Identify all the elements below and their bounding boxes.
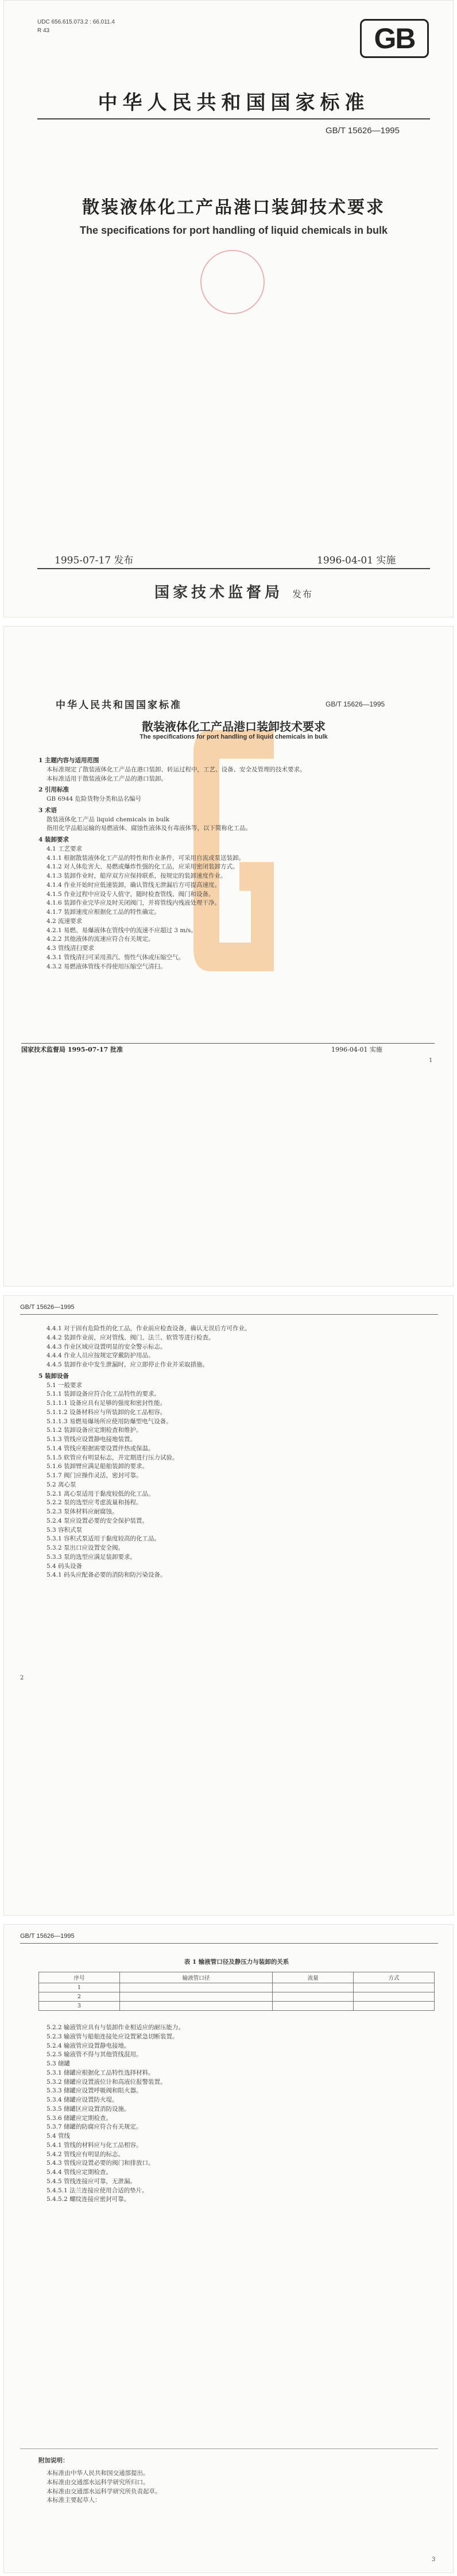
table-cell: 3 (39, 2002, 120, 2011)
paragraph-line: 5.2.5 输液管不得与其他管线混用。 (47, 2051, 142, 2059)
paragraph-line: 5.1.7 阀门应操作灵活，密封可靠。 (47, 1472, 142, 1479)
paragraph-line: 5.1.1 装卸设备应符合化工品特性的要求。 (47, 1391, 161, 1398)
note-line: 本标准由交通部水运科学研究所负责起草。 (47, 2488, 161, 2495)
note-line: 本标准主要起草人： (47, 2497, 101, 2504)
cover-page (3, 0, 454, 617)
paragraph-line: 5.3.1 容积式泵适用于黏度较高的化工品。 (47, 1535, 161, 1543)
page-number: 1 (429, 1057, 433, 1064)
paragraph-line: 5.1.5 软管应有明显标志，并定期进行压力试验。 (47, 1454, 179, 1461)
section-heading: 3 术语 (38, 806, 57, 814)
paragraph-line: 5.4.1 码头应配备必要的消防和防污染设备。 (47, 1571, 166, 1579)
paragraph-line: 5.4.5 管线连接应可靠，无泄漏。 (47, 2177, 137, 2185)
page-number: 3 (432, 2556, 436, 2563)
paragraph-line: 5.1.1.2 设备材料应与所装卸的化工品相容。 (47, 1408, 166, 1416)
paragraph-line: 指用化学品船运输的易燃液体、腐蚀性液体及有毒液体等，以下简称化工品。 (47, 825, 251, 832)
paragraph-line: 5.1 一般要求 (47, 1381, 83, 1389)
udc-line: R 43 (37, 28, 50, 34)
paragraph-line: 4.1 工艺要求 (47, 845, 83, 852)
paragraph-line: 5.4.2 管线应有明显的标志。 (47, 2150, 125, 2158)
paragraph-line: 4.2 流速要求 (47, 917, 83, 925)
body-text (38, 754, 435, 971)
footer-rule (21, 1043, 435, 1044)
paragraph-line: 5.2.2 泵的选型应考虑流量和扬程。 (47, 1499, 142, 1507)
paragraph-line: 5.2.4 泵应设置必要的安全保护装置。 (47, 1517, 149, 1524)
paragraph-line: 5.4.3 管线应设置必要的阀门和排放口。 (47, 2160, 154, 2167)
cover-top-rule (37, 118, 430, 119)
section-heading: 1 主题内容与适用范围 (38, 757, 99, 764)
national-standard-heading: 中华人民共和国国家标准 (56, 700, 182, 711)
paragraph-line: 5.3 储罐 (47, 2060, 71, 2067)
paragraph-line: 5.1.3 管线应设置静电接地装置。 (47, 1436, 137, 1443)
table-cell (354, 2002, 435, 2011)
paragraph-line: 5.3.1 储罐应根据化工品特性选择材料。 (47, 2069, 154, 2076)
paragraph-line: 4.1.2 对人体危害大、易燃或爆炸性强的化工品，应采用密闭装卸方式。 (47, 863, 239, 871)
table-caption: 表 1 输液管口径及静压力与装卸的关系 (184, 1959, 289, 1965)
paragraph-line: 4.3 管线清扫要求 (47, 945, 95, 952)
paragraph-line: 5.1.1.1 设备应具有足够的强度和密封性能。 (47, 1400, 166, 1407)
running-header: GB/T 15626—1995 (20, 1304, 75, 1311)
gb-logo: GB (360, 19, 429, 58)
body-text (38, 1324, 435, 1580)
paragraph-line: 4.4.5 装卸作业中发生泄漏时，应立即停止作业并采取措施。 (47, 1361, 209, 1368)
paragraph-line: 5.4.4 管线应定期检查。 (47, 2169, 113, 2176)
standard-number: GB/T 15626—1995 (326, 126, 400, 136)
header-rule (20, 1943, 438, 1944)
paragraph-line: 5.2.3 泵体材料应耐腐蚀。 (47, 1508, 118, 1515)
implementation-date: 1996-04-01 实施 (331, 1046, 382, 1053)
table-header-cell: 方式 (354, 1972, 435, 1983)
cover-bottom-rule (37, 568, 430, 569)
paragraph-line: 5.3.2 泵出口应设置安全阀。 (47, 1544, 125, 1551)
paragraph-line: 本标准规定了散装液体化工产品在港口装卸、转运过程中，工艺、设备、安全及管理的技术要求。 (47, 766, 306, 773)
paragraph-line: 5.4 码头设备 (47, 1562, 83, 1570)
paragraph-line: 5.3.4 储罐应设置防火堤。 (47, 2096, 118, 2103)
paragraph-line: 4.2.1 易燃、易爆液体在管线中的流速不应超过 3 m/s。 (47, 926, 197, 934)
paragraph-line: 5.1.6 装卸臂应满足船舶装卸的要求。 (47, 1463, 149, 1470)
paragraph-line: 4.1.4 作业开始时应低速装卸，确认管线无泄漏后方可提高速度。 (47, 881, 221, 889)
paragraph-line: 5.3.3 储罐应设置呼吸阀和阻火器。 (47, 2087, 142, 2095)
document-title: 散装液体化工产品港口装卸技术要求 (82, 198, 385, 218)
paragraph-line: 4.3.2 易燃液体管线不得使用压缩空气清扫。 (47, 963, 166, 970)
publisher-suffix: 发布 (292, 589, 313, 600)
implementation-date: 1996-04-01 实施 (317, 555, 396, 566)
body-text (38, 2023, 435, 2204)
paragraph-line: 4.1.1 根据散装液体化工产品的特性和作业条件，可采用自流或泵送装卸。 (47, 854, 245, 862)
table-cell (354, 1983, 435, 1992)
paragraph-line: 4.4.3 作业区域应设置明显的安全警示标志。 (47, 1343, 166, 1350)
paragraph-line: 5.1.2 装卸设备应定期检查和维护。 (47, 1427, 142, 1434)
paragraph-line: 4.4.1 对于固有危险性的化工品，作业前应检查设备，确认无误后方可作业。 (47, 1325, 251, 1332)
section-heading: 5 装卸设备 (38, 1372, 69, 1380)
table-cell (119, 2002, 272, 2011)
approval-note: 国家技术监督局 1995-07-17 批准 (21, 1046, 123, 1053)
table-header-row (39, 1972, 435, 1983)
udc-line: UDC 656.615.073.2 : 66.011.4 (37, 19, 115, 25)
notes-title: 附加说明： (38, 2457, 69, 2464)
paragraph-line: 5.3.5 储罐区应设置消防设施。 (47, 2105, 130, 2112)
section-heading: 4 装卸要求 (38, 836, 69, 843)
publisher-name: 国家技术监督局 (154, 584, 283, 601)
text-page-3 (3, 1924, 454, 2573)
paragraph-line: 4.1.3 装卸作业时，船岸双方应保持联系，按规定的装卸速度作业。 (47, 872, 227, 879)
national-standard-heading: 中华人民共和国国家标准 (98, 91, 370, 114)
paragraph-line: 5.2.2 输液管应具有与装卸作业相适应的耐压能力。 (47, 2024, 185, 2031)
running-header: GB/T 15626—1995 (20, 1933, 75, 1940)
paragraph-line: 5.4.5.2 螺纹连接应密封可靠。 (47, 2196, 130, 2203)
table-cell (119, 1983, 272, 1992)
udc-block (37, 18, 115, 35)
table-cell (273, 1983, 354, 1992)
notes-rule (20, 2448, 438, 2449)
table-row (39, 1983, 435, 1992)
table-cell (119, 1992, 272, 2002)
paragraph-line: 5.3 容积式泵 (47, 1526, 83, 1534)
header-rule (20, 1314, 438, 1315)
issue-date: 1995-07-17 发布 (55, 555, 134, 566)
document-title-english: The specifications for port handling of liquid chemicals in bulk (79, 225, 388, 236)
table-row (39, 1992, 435, 2002)
paragraph-line: 5.4 管线 (47, 2133, 71, 2139)
table-row (39, 2002, 435, 2011)
note-line: 本标准由交通部水运科学研究所归口。 (47, 2478, 149, 2486)
paragraph-line: 4.1.6 装卸作业完毕应及时关闭阀门，并将管线内残液处理干净。 (47, 899, 221, 907)
standard-number: GB/T 15626—1995 (326, 700, 385, 708)
table-cell (354, 1992, 435, 2002)
paragraph-line: 5.2.3 输液管与船舶连接处应设置紧急切断装置。 (47, 2033, 179, 2040)
paragraph-line: 4.4.2 装卸作业前，应对管线、阀门、法兰、软管等进行检查。 (47, 1334, 215, 1341)
paragraph-line: 4.4.4 作业人员应按规定穿戴防护用品。 (47, 1352, 154, 1360)
table-cell (273, 2002, 354, 2011)
library-stamp (200, 250, 265, 314)
paragraph-line: 5.2.1 离心泵适用于黏度较低的化工品。 (47, 1490, 154, 1497)
table-header-cell: 输液管口径 (119, 1972, 272, 1983)
paragraph-line: 4.2.2 其他液体的流速应符合有关规定。 (47, 936, 154, 943)
table-header-cell: 序号 (39, 1972, 120, 1983)
paragraph-line: 4.3.1 管线清扫可采用蒸汽、惰性气体或压缩空气。 (47, 953, 185, 961)
paragraph-line: 5.1.1.3 易燃易爆场所应使用防爆型电气设备。 (47, 1418, 172, 1425)
notes-list (38, 2469, 435, 2505)
paragraph-line: 5.2.4 输液管应设置静电接地。 (47, 2042, 130, 2049)
note-line: 本标准由中华人民共和国交通部提出。 (47, 2470, 149, 2477)
paragraph-line: 5.1.4 管线应根据需要设置伴热或保温。 (47, 1445, 154, 1452)
paragraph-line: 5.4.1 管线的材料应与化工品相容。 (47, 2141, 142, 2149)
paragraph-line: 5.3.2 储罐应设置液位计和高液位报警装置。 (47, 2078, 166, 2085)
paragraph-line: 4.1.5 作业过程中应设专人值守，随时检查管线、阀门和设备。 (47, 890, 215, 898)
paragraph-line: GB 6944 危险货物分类和品名编号 (47, 795, 142, 802)
text-page-2 (3, 1295, 454, 1915)
document-title: 散装液体化工产品港口装卸技术要求 (142, 720, 326, 733)
section-heading: 2 引用标准 (38, 786, 69, 794)
paragraph-line: 5.3.7 储罐的防腐应符合有关规定。 (47, 2123, 142, 2131)
paragraph-line: 5.3.6 储罐应定期检查。 (47, 2114, 113, 2122)
text-page-1 (3, 626, 454, 1287)
publisher (38, 581, 429, 602)
paragraph-line: 散装液体化工产品 liquid chemicals in bulk (47, 816, 170, 823)
paragraph-line: 5.4.5.1 法兰连接应使用合适的垫片。 (47, 2187, 148, 2194)
paragraph-line: 4.1.7 装卸速度应根据化工品的特性确定。 (47, 909, 161, 916)
document-title-english: The specifications for port handling of liquid chemicals in bulk (140, 733, 328, 740)
page-number: 2 (20, 1675, 24, 1681)
table-cell: 1 (39, 1983, 120, 1992)
data-table (38, 1972, 435, 2011)
paragraph-line: 5.2 离心泵 (47, 1481, 76, 1488)
paragraph-line: 5.3.3 泵的选型应满足装卸要求。 (47, 1553, 137, 1561)
table-header-cell: 流量 (273, 1972, 354, 1983)
paragraph-line: 本标准适用于散装液体化工产品的港口装卸。 (47, 775, 167, 782)
table-cell (273, 1992, 354, 2002)
table-cell: 2 (39, 1992, 120, 2002)
